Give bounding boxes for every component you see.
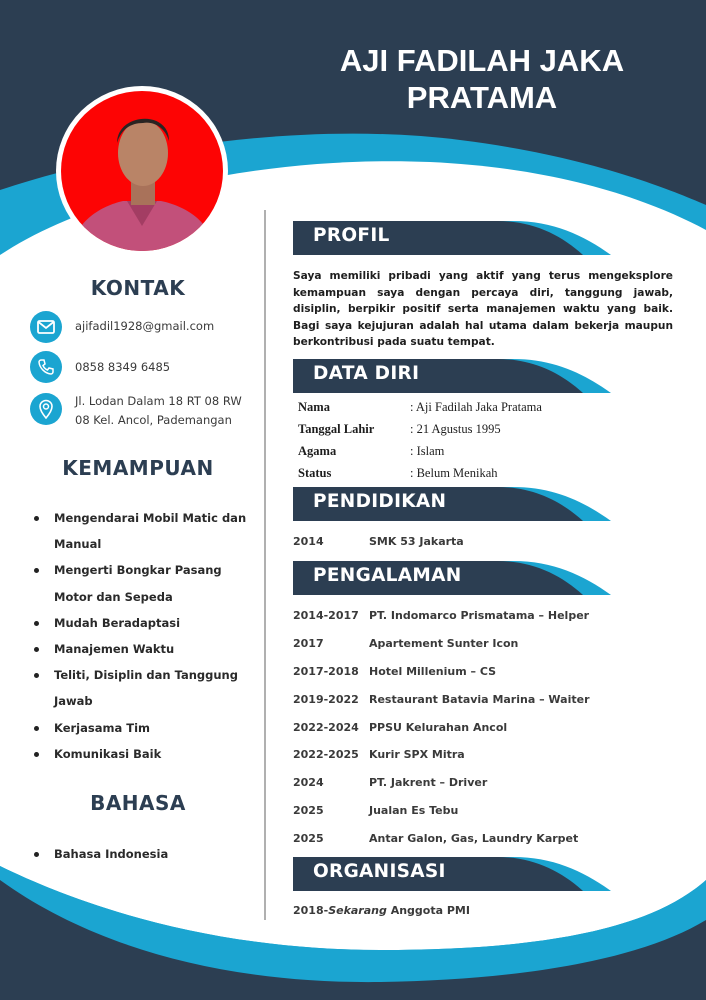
- contact-email: [30, 311, 214, 343]
- person-icon: [61, 91, 223, 251]
- data-row-religion: Agama : Islam: [298, 443, 445, 458]
- skill-item: Mudah Beradaptasi: [32, 610, 262, 636]
- phone-text[interactable]: 0858 8349 6485: [75, 360, 171, 374]
- experience-row: 2017-2018 Hotel Millenium – CS: [293, 664, 497, 678]
- experience-row: 2022-2024 PPSU Kelurahan Ancol: [293, 720, 508, 734]
- address-text: [75, 392, 242, 430]
- data-row-status: Status : Belum Menikah: [298, 465, 498, 480]
- section-header-organization: [293, 857, 611, 891]
- section-header-experience: [293, 561, 611, 595]
- data-row-name: Nama : Aji Fadilah Jaka Pratama: [298, 399, 542, 414]
- contact-phone: [30, 351, 170, 383]
- profile-photo: [56, 86, 228, 256]
- experience-row: 2025 Jualan Es Tebu: [293, 803, 459, 817]
- cv-name: [300, 42, 664, 116]
- skill-item: Mengerti Bongkar Pasang Motor dan Sepeda: [32, 557, 262, 609]
- skill-item: Teliti, Disiplin dan Tanggung Jawab: [32, 662, 262, 714]
- section-title: PENDIDIKAN: [313, 491, 447, 512]
- language-heading: BAHASA: [90, 791, 186, 815]
- education-row: 2014 SMK 53 Jakarta: [293, 535, 464, 549]
- location-pin-icon: [30, 393, 62, 425]
- address-line-2: 08 Kel. Ancol, Pademangan: [75, 413, 232, 427]
- profile-paragraph: Saya memiliki pribadi yang aktif yang terus mengeksplore kemampuan saya dengan percaya diri, tanggung jawab, disiplin, berpikir positif serta manajemen waktu yang baik. Bagi saya kejujuran adalah hal utama dalam bekerja maupun berkontribusi pada suatu tempat.: [293, 270, 673, 348]
- name-line-1: AJI FADILAH JAKA: [339, 43, 625, 78]
- contact-address: [30, 393, 242, 430]
- phone-icon: [30, 351, 62, 383]
- section-title: PENGALAMAN: [313, 565, 462, 586]
- experience-row: 2024 PT. Jakrent – Driver: [293, 776, 488, 790]
- education-list: [293, 528, 464, 556]
- experience-row: 2022-2025 Kurir SPX Mitra: [293, 748, 465, 762]
- skills-heading: KEMAMPUAN: [62, 456, 214, 480]
- experience-row: 2014-2017 PT. Indomarco Prismatama – Helper: [293, 609, 590, 623]
- contact-heading: KONTAK: [90, 276, 186, 300]
- skill-item: Komunikasi Baik: [32, 741, 262, 767]
- experience-row: 2025 Antar Galon, Gas, Laundry Karpet: [293, 831, 579, 845]
- experience-row: 2017 Apartement Sunter Icon: [293, 637, 519, 651]
- name-line-2: PRATAMA: [406, 80, 558, 115]
- data-row-birthdate: Tanggal Lahir : 21 Agustus 1995: [298, 421, 501, 436]
- email-text[interactable]: ajifadil1928@gmail.com: [75, 319, 215, 333]
- photo-background: [61, 91, 223, 251]
- mail-icon: [30, 311, 62, 343]
- skill-item: Kerjasama Tim: [32, 715, 262, 741]
- skill-item: Mengendarai Mobil Matic dan Manual: [32, 505, 262, 557]
- personal-data-table: [298, 396, 542, 484]
- section-title: PROFIL: [313, 225, 390, 246]
- section-header-profile: [293, 221, 611, 255]
- skill-item: Manajemen Waktu: [32, 636, 262, 662]
- experience-list: [293, 602, 590, 852]
- section-header-personal-data: [293, 359, 611, 393]
- address-line-1: Jl. Lodan Dalam 18 RT 08 RW: [75, 394, 242, 408]
- section-title: DATA DIRI: [313, 363, 420, 384]
- language-list: [32, 841, 262, 867]
- section-header-education: [293, 487, 611, 521]
- organization-row: 2018-Sekarang Anggota PMI: [293, 904, 470, 917]
- language-item: Bahasa Indonesia: [32, 841, 262, 867]
- skills-list: [32, 505, 262, 767]
- section-title: ORGANISASI: [313, 861, 446, 882]
- experience-row: 2019-2022 Restaurant Batavia Marina – Waiter: [293, 692, 590, 706]
